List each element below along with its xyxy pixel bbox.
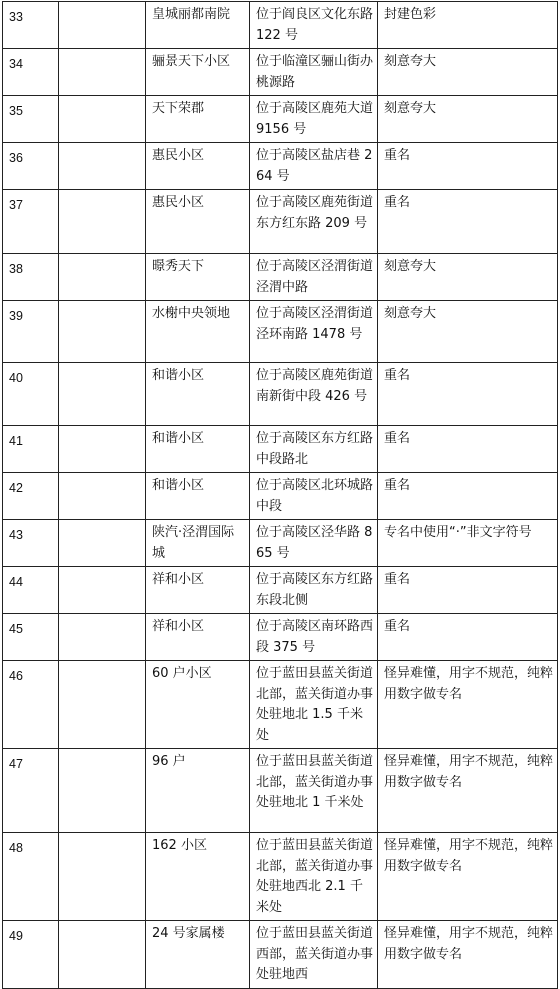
empty-cell — [59, 426, 146, 473]
name-cell: 和谐小区 — [146, 473, 250, 520]
issue-cell: 刻意夸大 — [378, 254, 558, 301]
empty-cell — [59, 473, 146, 520]
name-cell: 162 小区 — [146, 833, 250, 921]
empty-cell — [59, 301, 146, 363]
issue-cell: 重名 — [378, 190, 558, 254]
table-row — [3, 426, 558, 473]
row-number-cell: 34 — [3, 49, 59, 96]
table-row — [3, 2, 558, 49]
table-row — [3, 301, 558, 363]
issue-cell: 专名中使用“·”非文字符号 — [378, 520, 558, 567]
name-cell: 60 户小区 — [146, 661, 250, 749]
empty-cell — [59, 921, 146, 989]
row-number-cell: 44 — [3, 567, 59, 614]
issue-cell: 刻意夸大 — [378, 301, 558, 363]
name-cell: 陕汽·泾渭国际城 — [146, 520, 250, 567]
issue-cell: 怪异难懂，用字不规范，纯粹用数字做专名 — [378, 661, 558, 749]
row-number-cell: 47 — [3, 749, 59, 833]
table-row — [3, 614, 558, 661]
row-number-cell: 43 — [3, 520, 59, 567]
location-cell: 位于阎良区文化东路 122 号 — [250, 2, 378, 49]
location-cell: 位于临潼区骊山街办桃源路 — [250, 49, 378, 96]
location-cell: 位于高陵区鹿苑街道南新街中段 426 号 — [250, 363, 378, 426]
row-number-cell: 38 — [3, 254, 59, 301]
row-number-cell: 49 — [3, 921, 59, 989]
row-number-cell: 48 — [3, 833, 59, 921]
location-cell: 位于高陵区东方红路东段北侧 — [250, 567, 378, 614]
location-cell: 位于蓝田县蓝关街道西部，蓝关街道办事处驻地西 — [250, 921, 378, 989]
name-cell: 惠民小区 — [146, 143, 250, 190]
empty-cell — [59, 190, 146, 254]
name-cell: 暻秀天下 — [146, 254, 250, 301]
table-row — [3, 473, 558, 520]
name-cell: 水榭中央领地 — [146, 301, 250, 363]
issue-cell: 封建色彩 — [378, 2, 558, 49]
issue-cell: 重名 — [378, 473, 558, 520]
naming-issues-table — [2, 1, 558, 989]
row-number-cell: 40 — [3, 363, 59, 426]
location-cell: 位于高陵区泾华路 865 号 — [250, 520, 378, 567]
table-row — [3, 49, 558, 96]
location-cell: 位于蓝田县蓝关街道北部，蓝关街道办事处驻地北 1 千米处 — [250, 749, 378, 833]
table-row — [3, 921, 558, 989]
empty-cell — [59, 567, 146, 614]
issue-cell: 重名 — [378, 143, 558, 190]
table-row — [3, 190, 558, 254]
row-number-cell: 37 — [3, 190, 59, 254]
row-number-cell: 42 — [3, 473, 59, 520]
empty-cell — [59, 363, 146, 426]
issue-cell: 重名 — [378, 614, 558, 661]
name-cell: 和谐小区 — [146, 426, 250, 473]
empty-cell — [59, 833, 146, 921]
row-number-cell: 35 — [3, 96, 59, 143]
name-cell: 祥和小区 — [146, 567, 250, 614]
issue-cell: 怪异难懂，用字不规范，纯粹用数字做专名 — [378, 749, 558, 833]
location-cell: 位于蓝田县蓝关街道北部，蓝关街道办事处驻地北 1.5 千米处 — [250, 661, 378, 749]
name-cell: 惠民小区 — [146, 190, 250, 254]
location-cell: 位于高陵区南环路西段 375 号 — [250, 614, 378, 661]
location-cell: 位于高陵区泾渭街道泾渭中路 — [250, 254, 378, 301]
location-cell: 位于高陵区鹿苑大道 9156 号 — [250, 96, 378, 143]
table-row — [3, 567, 558, 614]
issue-cell: 重名 — [378, 567, 558, 614]
table-row — [3, 96, 558, 143]
name-cell: 和谐小区 — [146, 363, 250, 426]
table-row — [3, 363, 558, 426]
issue-cell: 刻意夸大 — [378, 96, 558, 143]
issue-cell: 怪异难懂，用字不规范，纯粹用数字做专名 — [378, 833, 558, 921]
row-number-cell: 33 — [3, 2, 59, 49]
row-number-cell: 45 — [3, 614, 59, 661]
empty-cell — [59, 614, 146, 661]
name-cell: 祥和小区 — [146, 614, 250, 661]
name-cell: 骊景天下小区 — [146, 49, 250, 96]
location-cell: 位于蓝田县蓝关街道北部，蓝关街道办事处驻地西北 2.1 千米处 — [250, 833, 378, 921]
name-cell: 96 户 — [146, 749, 250, 833]
empty-cell — [59, 143, 146, 190]
table-row — [3, 749, 558, 833]
table-row — [3, 661, 558, 749]
location-cell: 位于高陵区北环城路中段 — [250, 473, 378, 520]
empty-cell — [59, 520, 146, 567]
table-row — [3, 833, 558, 921]
table-row — [3, 520, 558, 567]
issue-cell: 重名 — [378, 426, 558, 473]
row-number-cell: 39 — [3, 301, 59, 363]
location-cell: 位于高陵区鹿苑街道东方红东路 209 号 — [250, 190, 378, 254]
name-cell: 24 号家属楼 — [146, 921, 250, 989]
row-number-cell: 36 — [3, 143, 59, 190]
name-cell: 皇城丽都南院 — [146, 2, 250, 49]
issue-cell: 刻意夸大 — [378, 49, 558, 96]
empty-cell — [59, 749, 146, 833]
table-row — [3, 143, 558, 190]
location-cell: 位于高陵区盐店巷 264 号 — [250, 143, 378, 190]
issue-cell: 怪异难懂，用字不规范，纯粹用数字做专名 — [378, 921, 558, 989]
empty-cell — [59, 661, 146, 749]
issue-cell: 重名 — [378, 363, 558, 426]
empty-cell — [59, 96, 146, 143]
empty-cell — [59, 49, 146, 96]
row-number-cell: 41 — [3, 426, 59, 473]
table-body — [3, 2, 558, 989]
location-cell: 位于高陵区东方红路中段路北 — [250, 426, 378, 473]
name-cell: 天下荣郡 — [146, 96, 250, 143]
row-number-cell: 46 — [3, 661, 59, 749]
empty-cell — [59, 2, 146, 49]
empty-cell — [59, 254, 146, 301]
table-row — [3, 254, 558, 301]
location-cell: 位于高陵区泾渭街道泾环南路 1478 号 — [250, 301, 378, 363]
